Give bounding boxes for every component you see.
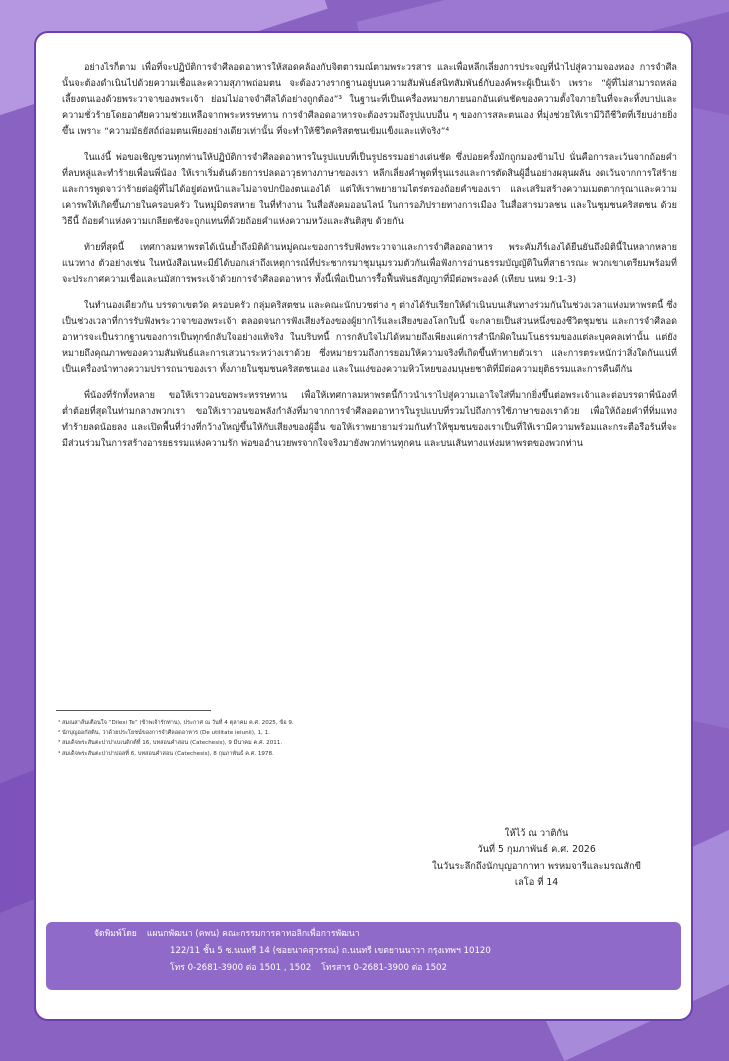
paragraph: ในทำนองเดียวกัน บรรดาเขตวัด ครอบครัว กลุ่มคริสตชน และคณะนักบวชต่าง ๆ ต่างได้รับเรียกให้ดำเนินบนเส้นทางร่วมกันในช่วงเวลาแห่งมหาพรตนี้ ซึ่งเป็นช่วงเวลาที่การรับฟังพระวาจาของพระเจ้า ตลอดจนการฟังเสียงร้องของผู้ยากไร้และเสียงของโลกใบนี้ จะกลายเป็นส่วนหนึ่งของชีวิตชุมชน และการจำศีลอดอาหารจะเป็นรากฐานของการเป็นทุกข์กลับใจอย่างแท้จริง ในบริบทนี้ การกลับใจไม่ได้หมายถึงเพียงแค่การสำนึกผิดในมโนธรรมของแต่ละบุคคลเท่านั้น แต่ยังหมายถึงคุณภาพของความสัมพันธ์และการเสวนาระหว่างเราด้วย ซึ่งหมายรวมถึงการยอมให้ความจริงที่เกิดขึ้นท้าทายตัวเรา และการตระหนักว่าสิ่งใดกันแน่ที่เป็นเครื่องนำทางความปรารถนาของเรา ทั้งภายในชุมชนคริสตชนเอง และในแง่ของความหิวโหยของมนุษยชาติที่มีต่อความยุติธรรมและการคืนดีกัน (62, 301, 677, 375)
body-text (62, 61, 677, 463)
signoff-date: วันที่ 5 กุมภาพันธ์ ค.ศ. 2026 (477, 844, 596, 856)
paragraph: ท้ายที่สุดนี้ เทศกาลมหาพรตได้เน้นย้ำถึงมิติด้านหมู่คณะของการรับฟังพระวาจาและการจำศีลอดอาหาร พระคัมภีร์เองได้ยืนยันถึงมิตินี้ในหลากหลายแนวทาง ตัวอย่างเช่น ในหนังสือเนหะมีย์ได้บอกเล่าถึงเหตุการณ์ที่ประชากรมาชุมนุมรวมตัวกันเพื่อฟังการอ่านธรรมบัญญัติในที่สาธารณะ พวกเขาเตรียมพร้อมที่จะประกาศความเชื่อและนมัสการพระเจ้าด้วยการจำศีลอดอาหาร ทั้งนี้เพื่อเป็นการรื้อฟื้นพันธสัญญาที่มีต่อพระองค์ (เทียบ นหม 9:1-3) (62, 243, 677, 285)
footnote: ² นักบุญออกัสติน, ว่าด้วยประโยชน์ของการจำศีลอดอาหาร (De utilitate ieiunii), 1, 1. (58, 730, 270, 737)
footnote-divider (56, 710, 211, 711)
publisher-line (94, 926, 360, 942)
footnote: ¹ สมณสาส์นเตือนใจ “Dilexi Te” (ข้าพเจ้ารักท่าน), ประกาศ ณ วันที่ 4 ตุลาคม ค.ศ. 2025, ข้อ 9. (58, 720, 294, 726)
signoff-signature: เลโอ ที่ 14 (514, 876, 559, 888)
signoff-place: ให้ไว้ ณ วาติกัน (504, 828, 569, 839)
publisher-name: แผนกพัฒนา (คพน) คณะกรรมการคาทอลิกเพื่อการพัฒนา (146, 929, 360, 939)
signoff (432, 826, 641, 891)
paragraph: พี่น้องที่รักทั้งหลาย ขอให้เราวอนขอพระหรรษทาน เพื่อให้เทศกาลมหาพรตนี้ก้าวนำเราไปสู่ความเอาใจใส่ที่มากยิ่งขึ้นต่อพระเจ้าและต่อบรรดาพี่น้องที่ต่ำต้อยที่สุดในท่ามกลางพวกเรา ขอให้เราวอนขอพลังกำลังที่มาจากการจำศีลอดอาหารในรูปแบบที่รวมไปถึงการใช้ภาษาของเราด้วย เพื่อให้ถ้อยคำที่ทิ่มแทงทำร้ายลดน้อยลง และเปิดพื้นที่ว่างที่กว้างใหญ่ขึ้นให้กับเสียงของผู้อื่น ขอให้เราพยายามร่วมกันทำให้ชุมชนของเราเป็นที่ให้เรามีความพร้อมและกระตือรือร้นที่จะมีส่วนร่วมในการสร้างอารยธรรมแห่งความรัก พ่อขออำนวยพรจากใจจริงมายังพวกท่านทุกคน และบนเส้นทางแห่งมหาพรตของพวกท่าน (62, 391, 677, 450)
publisher-address: 122/11 ชั้น 5 ซ.นนทรี 14 (ซอยนาคสุวรรณ) ถ.นนทรี เขตยานนาวา กรุงเทพฯ 10120 (170, 946, 491, 956)
footnote: ³ สมเด็จพระสันตะปาปาเบเนดิกต์ที่ 16, บทสอนคำสอน (Catechesis), 9 มีนาคม ค.ศ. 2011. (58, 740, 283, 747)
footnote: ⁴ สมเด็จพระสันตะปาปาปอลที่ 6, บทสอนคำสอน (Catechesis), 8 กุมภาพันธ์ ค.ศ. 1978. (58, 750, 274, 757)
signoff-memorial: ในวันระลึกถึงนักบุญอากาทา พรหมจารีและมรณสักขี (432, 860, 641, 872)
phone-number: โทร 0-2681-3900 ต่อ 1501 , 1502 (170, 963, 312, 973)
document-page (34, 31, 693, 1021)
paragraph: อย่างไรก็ตาม เพื่อที่จะปฏิบัติการจำศีลอดอาหารให้สอดคล้องกับจิตตารมณ์ตามพระวรสาร และเพื่อหลีกเลี่ยงการประจญที่นำไปสู่ความจองหอง การจำศีลนั้นจะต้องดำเนินไปด้วยความเชื่อและความสุภาพถ่อมตน จะต้องวางรากฐานอยู่บนความสัมพันธ์สนิทสัมพันธ์กับองค์พระผู้เป็นเจ้า เพราะ “ผู้ที่ไม่สามารถหล่อเลี้ยงตนเองด้วยพระวาจาของพระเจ้า ย่อมไม่อาจจำศีลได้อย่างถูกต้อง”³ ในฐานะที่เป็นเครื่องหมายภายนอกอันเด่นชัดของความตั้งใจภายในที่จะละทิ้งบาปและความชั่วร้ายโดยอาศัยความช่วยเหลือจากพระหรรษทาน การจำศีลอดอาหารจะต้องรวมถึงรูปแบบอื่น ๆ ของการสละตนเอง ที่มุ่งช่วยให้เรามีวิถีชีวิตที่เรียบง่ายยิ่งขึ้น เพราะ “ความมัธยัสถ์ถ่อมตนเพียงอย่างเดียวเท่านั้น ที่จะทำให้ชีวิตคริสตชนเข้มแข็งและแท้จริง”⁴ (62, 63, 677, 137)
footnotes (58, 718, 658, 759)
contact-line (170, 960, 447, 976)
publisher-footer (46, 922, 681, 990)
fax-number: โทรสาร 0-2681-3900 ต่อ 1502 (321, 963, 447, 973)
publisher-label: จัดพิมพ์โดย (94, 929, 137, 939)
paragraph: ในแง่นี้ พ่อขอเชิญชวนทุกท่านให้ปฏิบัติการจำศีลอดอาหารในรูปแบบที่เป็นรูปธรรมอย่างเด่นชัด ซึ่งบ่อยครั้งมักถูกมองข้ามไป นั่นคือการละเว้นจากถ้อยคำที่ลบหลู่และทำร้ายเพื่อนพี่น้อง ให้เราเริ่มต้นด้วยการปลดอาวุธทางภาษาของเรา หลีกเลี่ยงคำพูดที่รุนแรงและการตัดสินผู้อื่นอย่างผลุนผลัน งดเว้นจากการใส่ร้ายและการพูดจาว่าร้ายต่อผู้ที่ไม่ได้อยู่ต่อหน้าและไม่อาจปกป้องตนเองได้ แต่ให้เราพยายามไตร่ตรองถ้อยคำของเรา และเสริมสร้างความเมตตากรุณาและความเคารพให้เกิดขึ้นภายในครอบครัว ในหมู่มิตรสหาย ในที่ทำงาน ในสื่อสังคมออนไลน์ ในการอภิปรายทางการเมือง ในสื่อสารมวลชน และในชุมชนคริสตชน ด้วยวิธีนี้ ถ้อยคำแห่งความเกลียดชังจะถูกแทนที่ด้วยถ้อยคำแห่งความหวังและสันติสุข ด้วยกัน (62, 153, 677, 227)
